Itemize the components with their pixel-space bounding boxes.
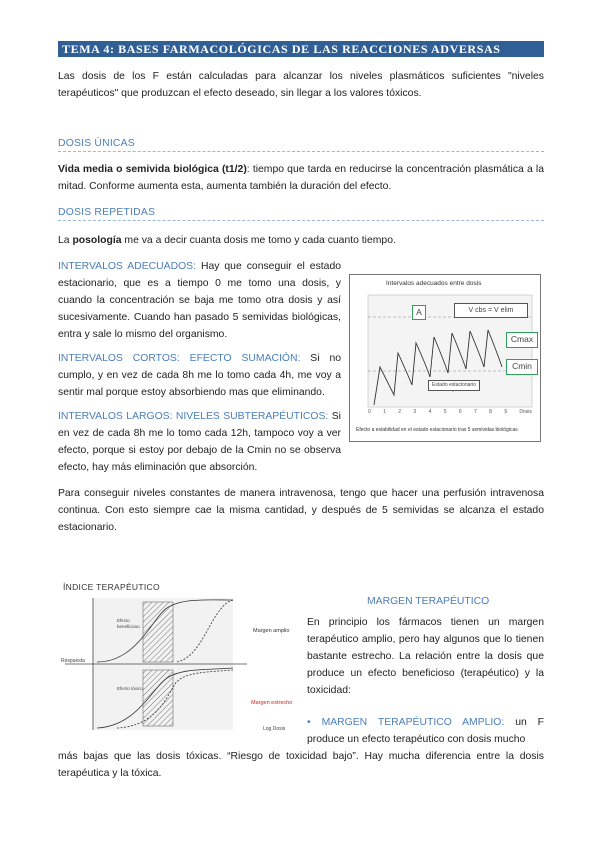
intervalos-adecuados-label: INTERVALOS ADECUADOS: <box>58 261 196 272</box>
perfusion-paragraph: Para conseguir niveles constantes de manera intravenosa, tengo que hacer una perfusión intravenosa continua. Con esto siempre cae la misma cantidad, y después de 5 semividas se alcanza el estado estacionario. <box>58 488 544 533</box>
x-tick: 0 <box>368 409 371 415</box>
semivida-text: : tiempo que tarda en reducirse la concentración plasmática a la mitad. Conforme aumenta esta, aumenta también la duración del efecto. <box>58 164 544 192</box>
margen-amplio-label: MARGEN TERAPÉUTICO AMPLIO: <box>321 717 505 728</box>
intervalos-cortos-paragraph <box>58 350 341 401</box>
callout-cmax: Cmax <box>506 332 538 348</box>
label-efecto-toxico: Efecto tóxico <box>117 686 143 691</box>
indice-terapeutico-graph <box>57 578 297 748</box>
x-tick: 2 <box>398 409 402 415</box>
intervalos-largos-text: Si en vez de cada 8h me lo tomo cada 12h, tampoco voy a ver efecto, porque si estoy por debajo de la Cmin no se observa efecto, hay más eliminación que absorción. <box>58 411 341 473</box>
x-tick: 9 <box>504 409 508 415</box>
posologia-paragraph <box>58 232 544 249</box>
posologia-pre: La <box>58 235 73 246</box>
page-title: TEMA 4: BASES FARMACOLÓGICAS DE LAS REACCIONES ADVERSAS <box>58 41 544 57</box>
margen-terapeutico-heading: MARGEN TERAPÉUTICO <box>367 596 490 607</box>
intervalos-adecuados-text: Hay que conseguir el estado estacionario, que es a tiempo 0 me tomo una dosis, y cuando la concentración se baja me tomo otra dosis y así sucesivamente. Cuando han pasado 5 semividas biológicas, entra y sale lo mismo del organismo. <box>58 261 342 340</box>
x-tick: 6 <box>458 409 462 415</box>
indice-terapeutico-title: ÍNDICE TERAPÉUTICO <box>63 582 160 592</box>
x-tick: 5 <box>443 409 447 415</box>
intervalos-figure-title: Intervalos adecuados entre dosis <box>386 280 482 287</box>
callout-estado-estacionario: Estado estacionario <box>428 380 480 391</box>
label-log-dosis: Log Dosis <box>263 726 286 732</box>
x-tick: Dosis <box>519 409 532 415</box>
x-tick: 4 <box>428 409 432 415</box>
bullet-icon: • <box>307 717 311 728</box>
intervalos-figure-footer: Efecto a estabilidad en el estado estacionario tras 5 semividas biológicas <box>356 427 518 433</box>
label-respuesta: Respuesta <box>61 658 85 664</box>
margen-amplio-text: un F produce un efecto terapéutico con dosis mucho <box>307 717 545 745</box>
intervalos-figure <box>349 274 541 442</box>
margen-paragraph: En principio los fármacos tienen un margen terapéutico amplio, pero hay algunos que lo tienen bastante estrecho. La relación entre la dosis que produce un efecto beneficioso (terapéutico) y la toxicidad: <box>307 617 544 696</box>
callout-vabs-velim: V cbs = V elim <box>454 303 528 318</box>
intervalos-adecuados-paragraph <box>58 258 341 343</box>
callout-a: A <box>412 305 426 320</box>
margen-amplio-paragraph <box>307 714 544 748</box>
intervalos-largos-label: INTERVALOS LARGOS: NIVELES SUBTERAPÉUTICOS: <box>58 411 329 422</box>
section-heading-dosis-unicas: DOSIS ÚNICAS <box>58 138 544 152</box>
callout-cmin: Cmin <box>506 359 538 375</box>
label-efecto-beneficioso: Efecto beneficioso <box>117 618 140 629</box>
x-tick: 7 <box>473 409 477 415</box>
posologia-term: posología <box>72 235 122 246</box>
section-heading-dosis-repetidas: DOSIS REPETIDAS <box>58 207 544 221</box>
label-margen-estrecho: Margen estrecho <box>251 700 293 706</box>
intro-paragraph: Las dosis de los F están calculadas para alcanzar los niveles plasmáticos suficientes "niveles terapéuticos" que produzcan el efecto deseado, sin llegar a los valores tóxicos. <box>58 71 544 99</box>
x-tick: 1 <box>383 409 386 415</box>
intervalos-cortos-label: INTERVALOS CORTOS: EFECTO SUMACIÓN: <box>58 353 301 364</box>
intervalos-cortos-text: Si no cumplo, y en vez de cada 8h me lo tomo cada 4h, me voy a sentir mal porque estoy absorbiendo mas que eliminando. <box>58 353 341 398</box>
margen-amplio-continuation: más bajas que las dosis tóxicas. “Riesgo de toxicidad bajo”. Hay mucha diferencia entre la dosis terapéutica y la tóxica. <box>58 751 544 779</box>
indice-terapeutico-figure <box>57 578 297 748</box>
intervalos-graph <box>350 275 540 441</box>
x-tick: 8 <box>489 409 492 415</box>
semivida-paragraph <box>58 161 544 195</box>
label-margen-amplio: Margen amplio <box>253 628 290 634</box>
x-tick: 3 <box>413 409 417 415</box>
semivida-term: Vida media o semivida biológica (t1/2) <box>58 164 247 175</box>
intervalos-largos-paragraph <box>58 408 341 476</box>
posologia-text: me va a decir cuanta dosis me tomo y cada cuanto tiempo. <box>121 235 396 246</box>
x-axis-ticks <box>368 409 532 415</box>
